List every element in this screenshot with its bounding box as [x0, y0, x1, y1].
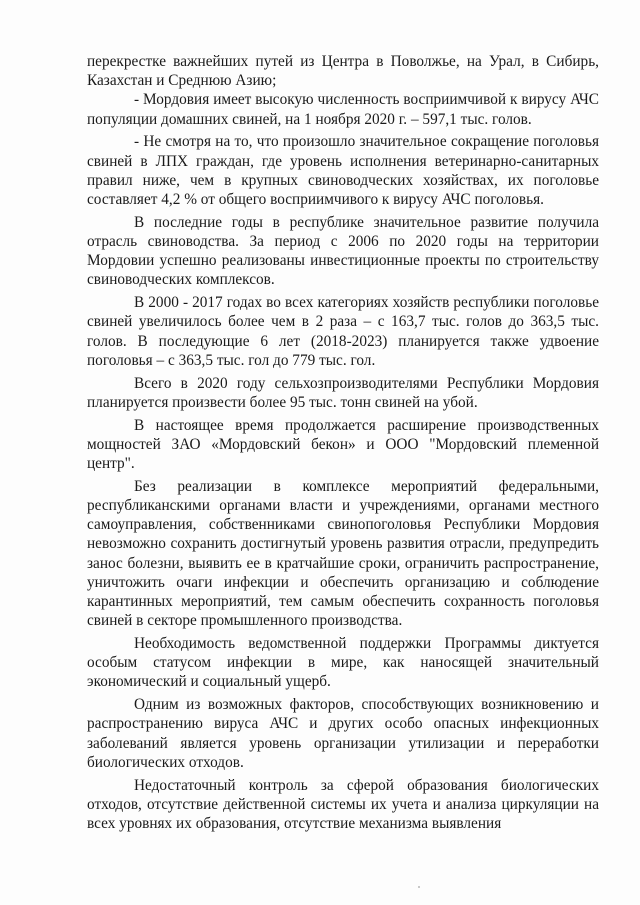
paragraph-measures: Без реализации в комплексе мероприятий федеральными, республиканскими органами власти и учреждениями, органами местного самоуправления, собственниками свинопоголовья Республики Мордовия невозможно сохранить достигнутый уровень развития отрасли, предупредить занос болезни, выявить ее в кратчайшие сроки, ограничить распространение, уничтожить очаги инфекции и обеспечить организацию и соблюдение карантинных мероприятий, тем самым обеспечить сохранность поголовья свиней в секторе промышленного производства. [87, 477, 599, 630]
document-body [87, 52, 599, 837]
paragraph-waste-control: Недостаточный контроль за сферой образования биологических отходов, отсутствие действенной системы их учета и анализа циркуляции на всех уровнях их образования, отсутствие механизма выявления [87, 776, 599, 833]
paragraph-production-plan: Всего в 2020 году сельхозпроизводителями Республики Мордовия планируется произвести более 95 тыс. тонн свиней на убой. [87, 374, 599, 411]
paragraph-pig-population: - Мордовия имеет высокую численность восприимчивой к вирусу АЧС популяции домашних свиней, на 1 ноября 2020 г. – 597,1 тыс. голов. [87, 91, 599, 128]
paragraph-waste-factor: Одним из возможных факторов, способствующих возникновению и распространению вируса АЧС и других особо опасных инфекционных заболеваний является уровень организации утилизации и переработки биологических отходов. [87, 696, 599, 771]
paragraph-lph-reduction: - Не смотря на то, что произошло значительное сокращение поголовья свиней в ЛПХ граждан, где уровень исполнения ветеринарно-санитарных правил ниже, чем в крупных свиноводческих хозяйствах, их поголовье составляет 4,2 % от общего восприимчивого к вирусу АЧС поголовья. [87, 133, 599, 209]
paragraph-industry-development: В последние годы в республике значительное развитие получила отрасль свиноводства. За период с 2006 по 2020 годы на территории Мордовии успешно реализованы инвестиционные проекты по строительству свиноводческих комплексов. [87, 213, 599, 289]
paragraph-program-support: Необходимость ведомственной поддержки Программы диктуется особым статусом инфекции в мире, как наносящей значительный экономический и социальный ущерб. [87, 635, 599, 691]
paragraph-capacity-expansion: В настоящее время продолжается расширение производственных мощностей ЗАО «Мордовский бекон» и ООО "Мордовский племенной центр". [87, 416, 599, 473]
paragraph-continuation: перекрестке важнейших путей из Центра в Поволжье, на Урал, в Сибирь, Казахстан и Среднюю Азию; [87, 53, 599, 90]
scan-speck [418, 886, 420, 888]
paragraph-growth-figures: В 2000 - 2017 годах во всех категориях хозяйств республики поголовье свиней увеличилось более чем в 2 раза – с 163,7 тыс. голов до 363,5 тыс. голов. В последующие 6 лет (2018-2023) планируется также удвоение поголовья – с 363,5 тыс. гол до 779 тыс. гол. [87, 294, 599, 369]
